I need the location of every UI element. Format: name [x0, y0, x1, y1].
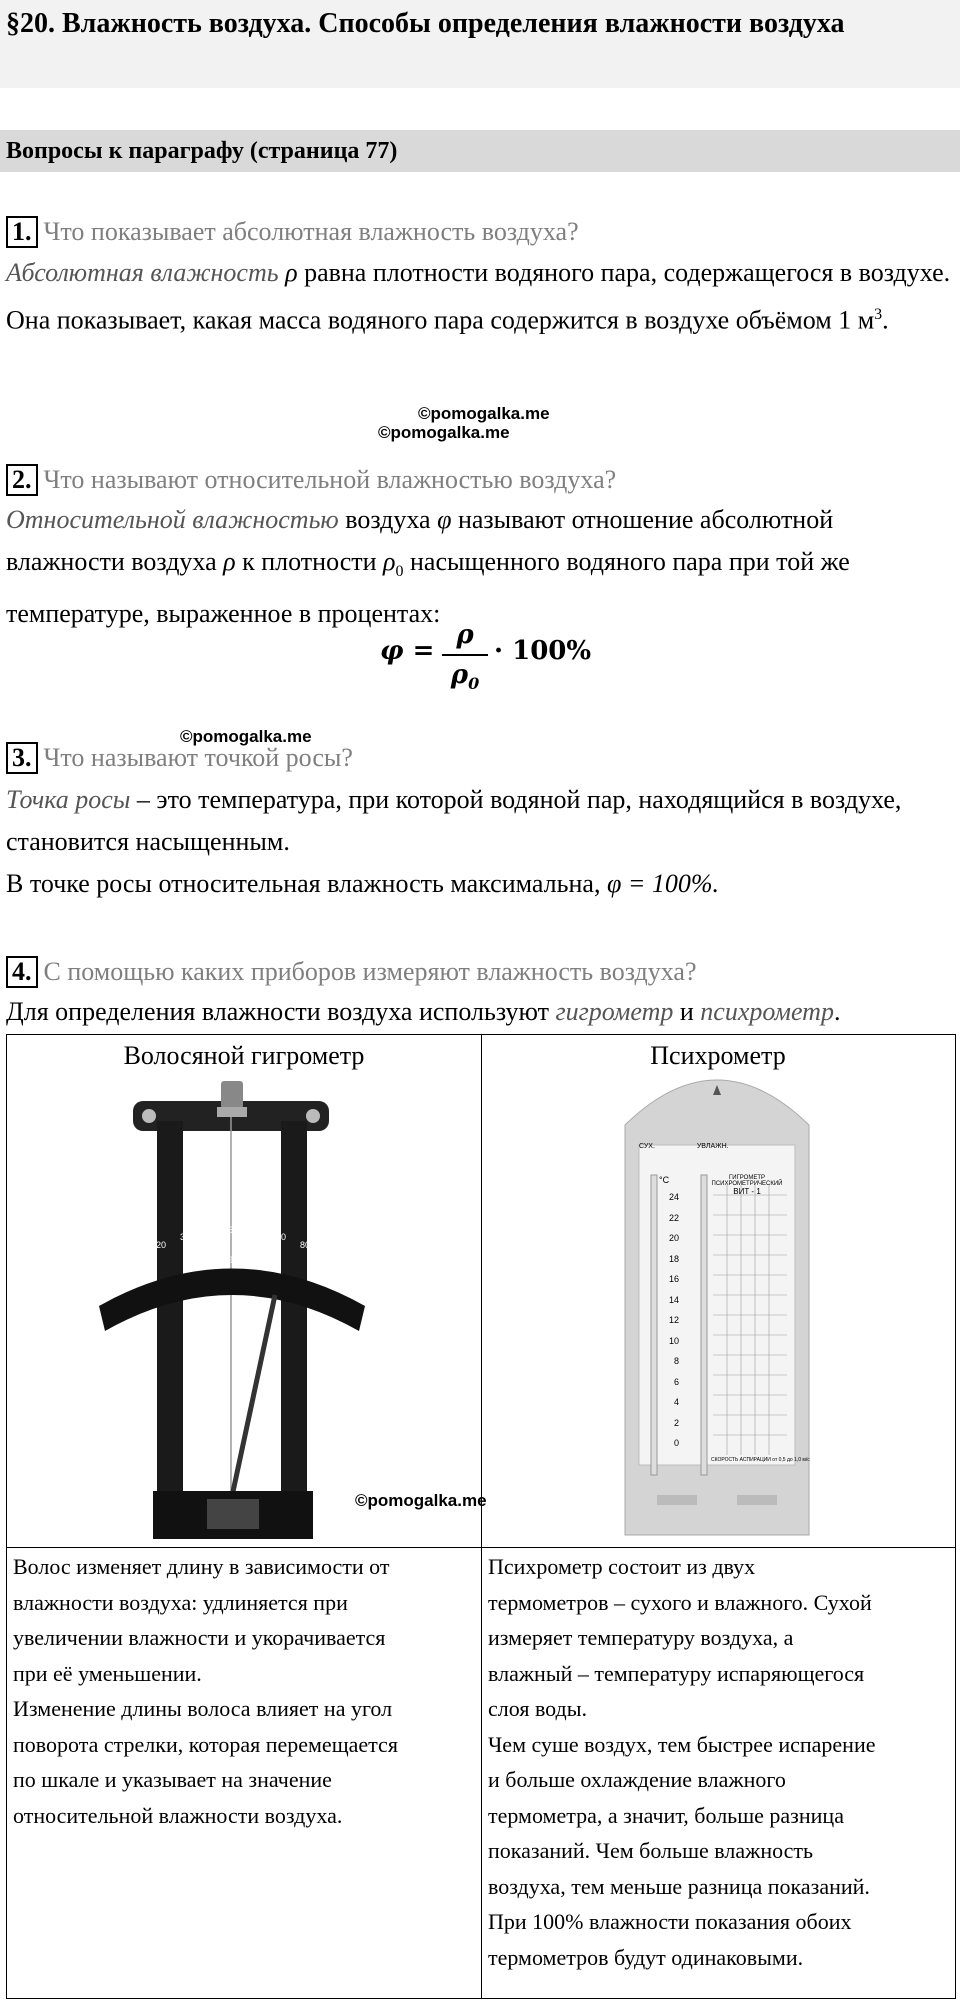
hygrometer-text-line: при её уменьшении. — [13, 1660, 202, 1686]
watermark: ©pomogalka.me — [355, 1491, 487, 1510]
question-3 — [6, 740, 353, 776]
hygrometer-description — [7, 1545, 481, 1837]
symbol-rho: ρ — [285, 258, 298, 287]
watermark: ©pomogalka.me — [418, 404, 550, 423]
psychrometer-text-line: слоя воды. — [488, 1696, 588, 1721]
den-symbol: ρ — [450, 660, 469, 690]
hygrometer-scale-label: 40 — [203, 1226, 215, 1237]
hygrometer-scale-label: 50 — [227, 1225, 239, 1235]
symbol-rho: ρ — [223, 547, 236, 576]
symbol-rho0: ρ — [383, 547, 396, 576]
answer-text-2: В точке росы относительная влажность максимальна, — [6, 869, 607, 898]
den-subscript: 0 — [468, 674, 480, 694]
psychrometer-scale-label: 18 — [668, 1253, 679, 1264]
psychrometer-text-line: термометров будут одинаковыми. — [488, 1944, 804, 1970]
formula-rhs: · 100% — [494, 636, 592, 666]
psychrometer-unit: °С — [659, 1175, 670, 1185]
answer-text-end: . — [882, 305, 889, 335]
psychrometer-text-line: термометра, а значит, больше разница — [488, 1802, 844, 1828]
formula-inline: φ = 100%. — [606, 869, 720, 898]
answer-text: насыщенного водяного пара при той же температуре, выраженное в процентах: — [6, 547, 850, 629]
formula-denominator — [442, 656, 488, 703]
psychrometer-scale-label: 8 — [673, 1356, 679, 1366]
psychrometer-scale-label: 2 — [673, 1417, 679, 1428]
hygrometer-scale-label: 70 — [275, 1231, 287, 1242]
hygrometer-scale-label: 90 — [323, 1249, 335, 1260]
question-text: Что показывает абсолютная влажность воздуха? — [43, 217, 579, 246]
term-psychrometer: психрометр — [700, 997, 834, 1026]
question-number: 3. — [6, 742, 38, 774]
formula-lhs: φ = — [380, 636, 435, 666]
psychrometer-scale — [661, 1187, 679, 1454]
question-number: 1. — [6, 216, 38, 248]
answer-2 — [6, 499, 956, 635]
answer-text: равна плотности водяного пара, содержащегося в воздухе. Она показывает, какая масса водяного пара содержится в воздухе объёмом 1 м — [6, 258, 951, 335]
term: Точка росы — [6, 785, 131, 814]
column-title-hygrometer: Волосяной гигрометр — [123, 1041, 365, 1070]
question-number: 2. — [6, 464, 38, 496]
section-subtitle: Вопросы к параграфу (страница 77) — [6, 138, 398, 164]
psychrometer-text-line: воздуха, тем меньше разница показаний. — [488, 1873, 870, 1899]
watermark: ©pomogalka.me — [378, 423, 510, 442]
psychrometer-footer: СКОРОСТЬ АСПИРАЦИИ от 0,5 до 1,0 м/с — [711, 1457, 810, 1463]
psychrometer-scale-label: 16 — [668, 1274, 679, 1284]
watermark: ©pomogalka.me — [180, 727, 312, 746]
psychrometer-scale-label: 6 — [673, 1376, 679, 1387]
psychrometer-scale-label: 20 — [668, 1233, 679, 1243]
term: Абсолютная влажность — [6, 258, 279, 287]
instruments-table — [6, 1034, 956, 1999]
hygrometer-unit: % — [228, 1255, 238, 1265]
question-text: С помощью каких приборов измеряют влажность воздуха? — [43, 957, 697, 986]
question-text: Что называют относительной влажностью воздуха? — [43, 465, 617, 494]
hygrometer-scale-label: 100 — [345, 1261, 361, 1271]
psychrometer-text-line: Психрометр состоит из двух — [488, 1554, 756, 1579]
answer-text: . — [833, 997, 841, 1026]
psychrometer-title-text: ГИГРОМЕТР ПСИХРОМЕТРИЧЕСКИЙ — [711, 1175, 783, 1187]
psychrometer-scale-label: 14 — [668, 1294, 679, 1305]
psychrometer-text-line: влажный – температуру испаряющегося — [488, 1660, 865, 1686]
hygrometer-text-line: Изменение длины волоса влияет на угол — [13, 1696, 393, 1721]
subscript: 0 — [395, 563, 404, 581]
hygrometer-text-line: относительной влажности воздуха. — [13, 1802, 343, 1828]
term-hygrometer: гигрометр — [555, 997, 674, 1026]
hygrometer-text-line: Волос изменяет длину в зависимости от — [13, 1554, 390, 1579]
answer-4 — [6, 991, 956, 1033]
psychrometer-scale-label: 4 — [673, 1397, 679, 1407]
answer-3 — [6, 779, 956, 905]
formula-fraction — [442, 616, 488, 703]
answer-text: называют отношение абсолютной влажности воздуха — [6, 505, 834, 576]
answer-text: – это температура, при которой водяной пар, находящийся в воздухе, становится насыщенным. — [6, 785, 902, 856]
question-number: 4. — [6, 956, 38, 988]
hygrometer-scale-label: 0 — [110, 1261, 116, 1271]
psychrometer-text-line: термометров – сухого и влажного. Сухой — [488, 1589, 872, 1615]
answer-text: и — [673, 997, 701, 1026]
psychrometer-scale-label: 0 — [673, 1438, 679, 1448]
hygrometer-text-line: увеличении влажности и укорачивается — [13, 1625, 386, 1650]
psychrometer-text-line: и больше охлаждение влажного — [488, 1767, 786, 1792]
answer-text: к плотности — [235, 547, 384, 576]
hygrometer-scale-label: 80 — [299, 1239, 311, 1250]
superscript: 3 — [874, 306, 883, 323]
page-title: §20. Влажность воздуха. Способы определения влажности воздуха — [6, 8, 845, 39]
psychrometer-left-label: СУХ. — [639, 1143, 655, 1150]
hygrometer-scale — [99, 1225, 369, 1329]
psychrometer-scale-label: 10 — [668, 1335, 679, 1346]
psychrometer-model: ВИТ - 1 — [733, 1187, 761, 1196]
hygrometer-text-line: по шкале и указывает на значение — [13, 1767, 332, 1792]
hygrometer-scale-label: 10 — [131, 1249, 143, 1260]
psychrometer-image — [617, 1065, 817, 1545]
hygrometer-text-line: поворота стрелки, которая перемещается — [13, 1731, 398, 1757]
answer-text: Для определения влажности воздуха используют — [6, 997, 556, 1026]
psychrometer-text-line: показаний. Чем больше влажность — [488, 1838, 814, 1863]
psychrometer-text-line: измеряет температуру воздуха, а — [488, 1625, 794, 1650]
answer-1 — [6, 252, 956, 342]
psychrometer-scale-label: 22 — [668, 1212, 679, 1223]
question-4 — [6, 954, 696, 990]
psychrometer-table-title — [707, 1175, 787, 1196]
psychrometer-labels — [639, 1143, 799, 1150]
psychrometer-text-line: Чем суше воздух, тем быстрее испарение — [488, 1731, 876, 1757]
question-text: Что называют точкой росы? — [43, 743, 353, 772]
term: Относительной влажностью — [6, 505, 339, 534]
hygrometer-scale-label: 20 — [155, 1239, 167, 1250]
formula-numerator: ρ — [456, 620, 474, 650]
psychrometer-description — [482, 1545, 955, 1979]
psychrometer-right-label: УВЛАЖН. — [696, 1143, 729, 1150]
question-1 — [6, 214, 579, 250]
hygrometer-scale-label: 30 — [179, 1231, 191, 1242]
hygrometer-text-line: влажности воздуха: удлиняется при — [13, 1589, 348, 1615]
column-title-psychrometer: Психрометр — [650, 1041, 786, 1070]
psychrometer-scale-label: 12 — [668, 1315, 679, 1325]
psychrometer-text-line: При 100% влажности показания обоих — [488, 1909, 852, 1934]
hygrometer-scale-label: 60 — [251, 1226, 263, 1237]
answer-text: воздуха — [338, 505, 438, 534]
formula-relative-humidity — [380, 616, 600, 696]
question-2 — [6, 462, 616, 498]
psychrometer-scale-label: 24 — [668, 1192, 679, 1202]
symbol-phi: φ — [437, 505, 452, 534]
